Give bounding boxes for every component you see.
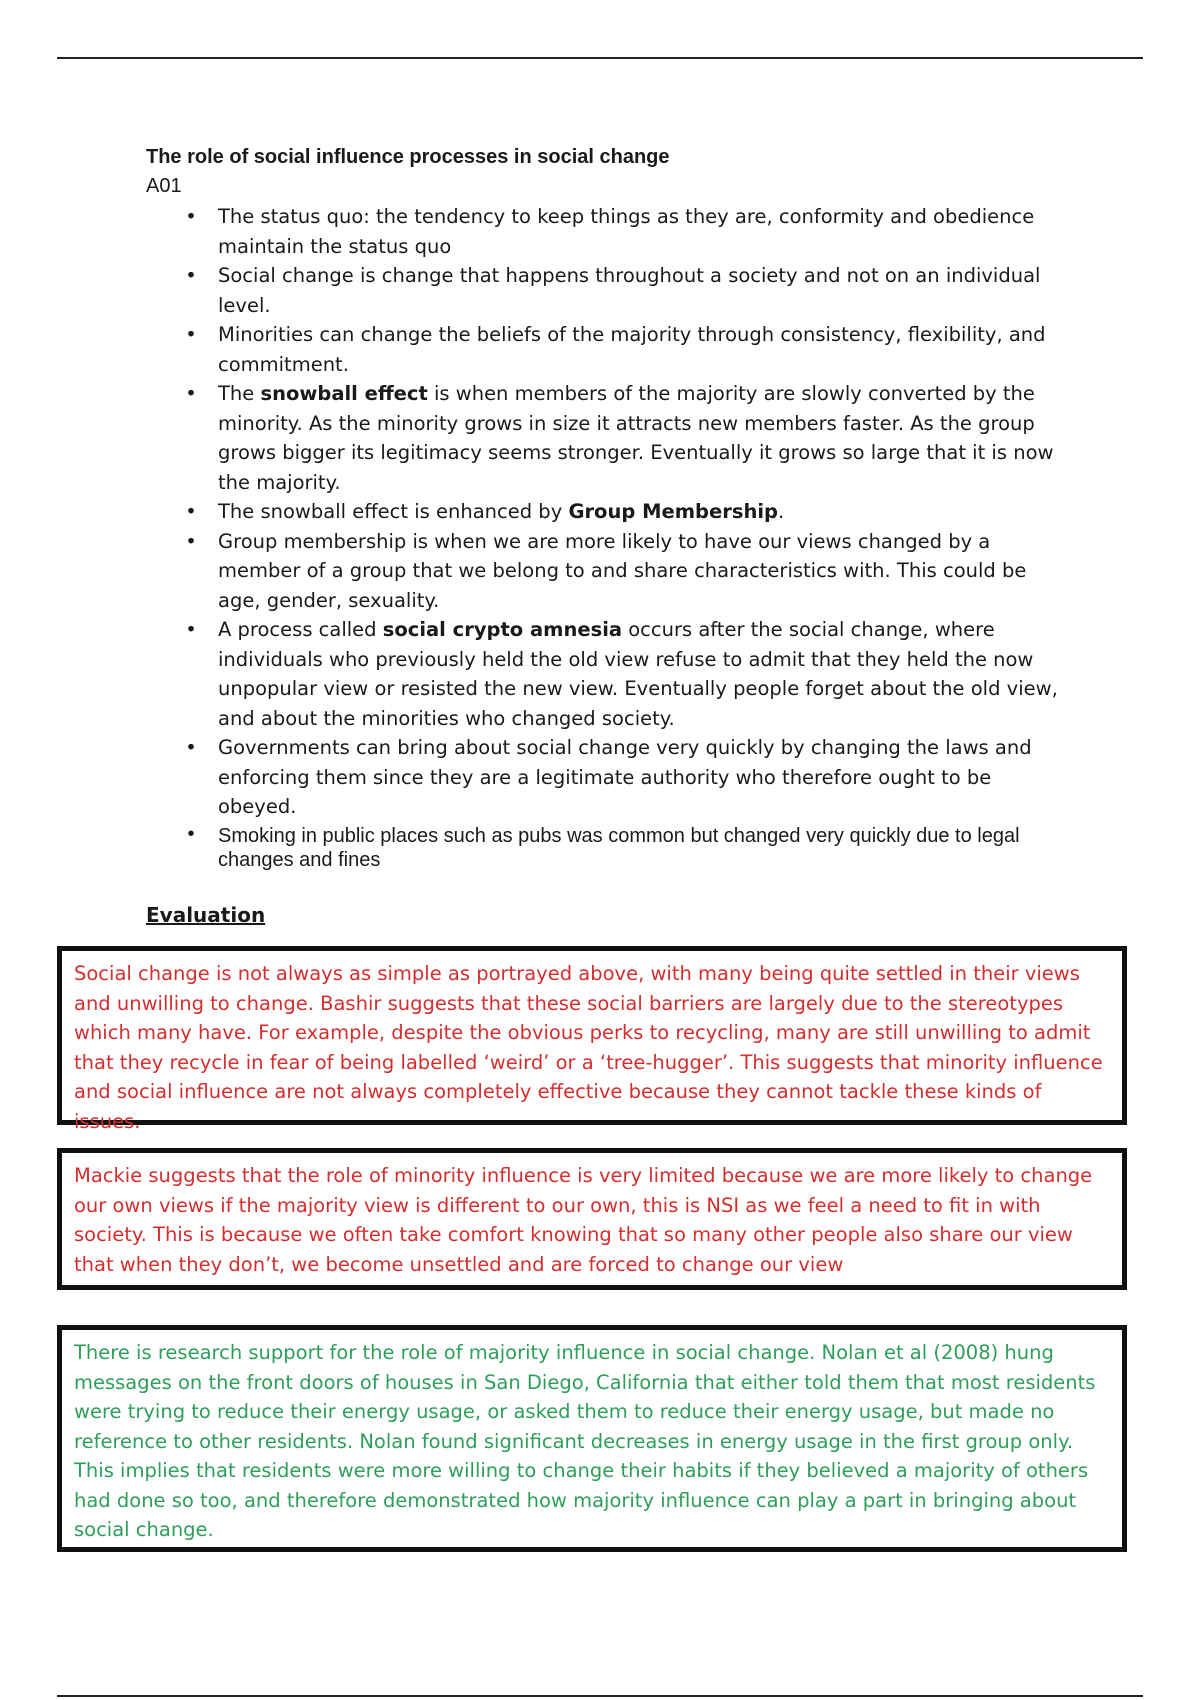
key-term-social-crypto-amnesia: social crypto amnesia [382, 618, 623, 641]
key-term-group-membership: Group Membership [568, 500, 778, 523]
bullet-text: Group membership is when we are more likely to have our views changed by a member of a group that we belong to and share characteristics with. This could be age, gender, sexuality. [218, 529, 1027, 612]
bullet-text-part: The snowball effect is enhanced by [218, 500, 569, 523]
list-item [184, 733, 1064, 822]
bullet-icon: • [185, 382, 197, 405]
evaluation-box-mackie [57, 1148, 1127, 1290]
header-rule [57, 57, 1143, 59]
bullet-text: Minorities can change the beliefs of the majority through consistency, flexibility, and commitment. [218, 323, 1046, 376]
evaluation-heading: Evaluation [146, 903, 266, 927]
evaluation-text: Mackie suggests that the role of minority influence is very limited because we are more likely to change our own views if the majority view is different to our own, this is NSI as we feel a need to fit in with society. This is because we often take comfort knowing that so many other people also share our view that when they don’t, we become unsettled and are forced to change our view [74, 1164, 1093, 1276]
evaluation-text: There is research support for the role of majority influence in social change. Nolan et al (2008) hung messages on the front doors of houses in San Diego, California that either told them that most residents were trying to reduce their energy usage, or asked them to reduce their energy usage, but made no reference to other residents. Nolan found significant decreases in energy usage in the first group only. This implies that residents were more willing to change their habits if they believed a majority of others had done so too, and therefore demonstrated how majority influence can play a part in bringing about social change. [74, 1341, 1096, 1541]
evaluation-text: Social change is not always as simple as portrayed above, with many being quite settled in their views and unwilling to change. Bashir suggests that these social barriers are largely due to the stereotypes which many have. For example, despite the obvious perks to recycling, many are still unwilling to admit that they recycle in fear of being labelled ‘weird’ or a ‘tree-hugger’. This suggests that minority influence and social influence are not always completely effective because they cannot tackle these kinds of issues. [74, 962, 1103, 1133]
bullet-icon: • [185, 264, 197, 287]
list-item [184, 379, 1064, 497]
bullet-text-part: . [777, 500, 785, 523]
bullet-icon: • [185, 323, 197, 346]
bullet-text: Governments can bring about social change very quickly by changing the laws and enforcing them since they are a legitimate authority who therefore ought to be obeyed. [218, 736, 1032, 818]
bullet-icon: • [185, 205, 197, 228]
evaluation-box-nolan [57, 1325, 1127, 1552]
list-item [184, 202, 1064, 261]
bullet-text: Smoking in public places such as pubs was common but changed very quickly due to legal changes and fines [218, 824, 1020, 871]
bullet-text-part: occurs after the social change, where individuals who previously held the old view refuse to admit that they held the now unpopular view or resisted the new view. Eventually people forget about the old view, and about the minorities who changed society. [218, 618, 1058, 730]
bullet-text [218, 618, 1058, 730]
list-item [184, 615, 1064, 733]
page-title: The role of social influence processes in social change [146, 146, 670, 168]
bullet-icon: • [185, 618, 197, 641]
list-item [184, 527, 1064, 616]
bullet-text [218, 500, 784, 523]
key-term-snowball-effect: snowball effect [260, 382, 428, 405]
bullet-text-part: is when members of the majority are slowly converted by the minority. As the minority grows in size it attracts new members faster. As the group grows bigger its legitimacy seems stronger. Eventually it grows so large that it is now the majority. [218, 382, 1054, 494]
bullet-text [218, 382, 1053, 494]
bullet-icon: • [185, 529, 197, 553]
bullet-icon: • [187, 822, 195, 845]
list-item [184, 497, 1064, 527]
notes-bullet-list [184, 202, 1064, 872]
section-label-a01: A01 [146, 175, 182, 197]
list-item [184, 320, 1064, 379]
bullet-icon: • [185, 736, 197, 759]
bullet-text-part: A process called [218, 618, 383, 641]
bullet-text: The status quo: the tendency to keep things as they are, conformity and obedience maintain the status quo [218, 205, 1035, 258]
bullet-icon: • [185, 500, 197, 523]
footer-rule [57, 1695, 1143, 1697]
evaluation-box-bashir [57, 946, 1127, 1133]
bullet-text: Social change is change that happens throughout a society and not on an individual level. [218, 264, 1041, 317]
bullet-text-part: The [218, 382, 261, 405]
list-item [184, 822, 1064, 872]
list-item [184, 261, 1064, 320]
